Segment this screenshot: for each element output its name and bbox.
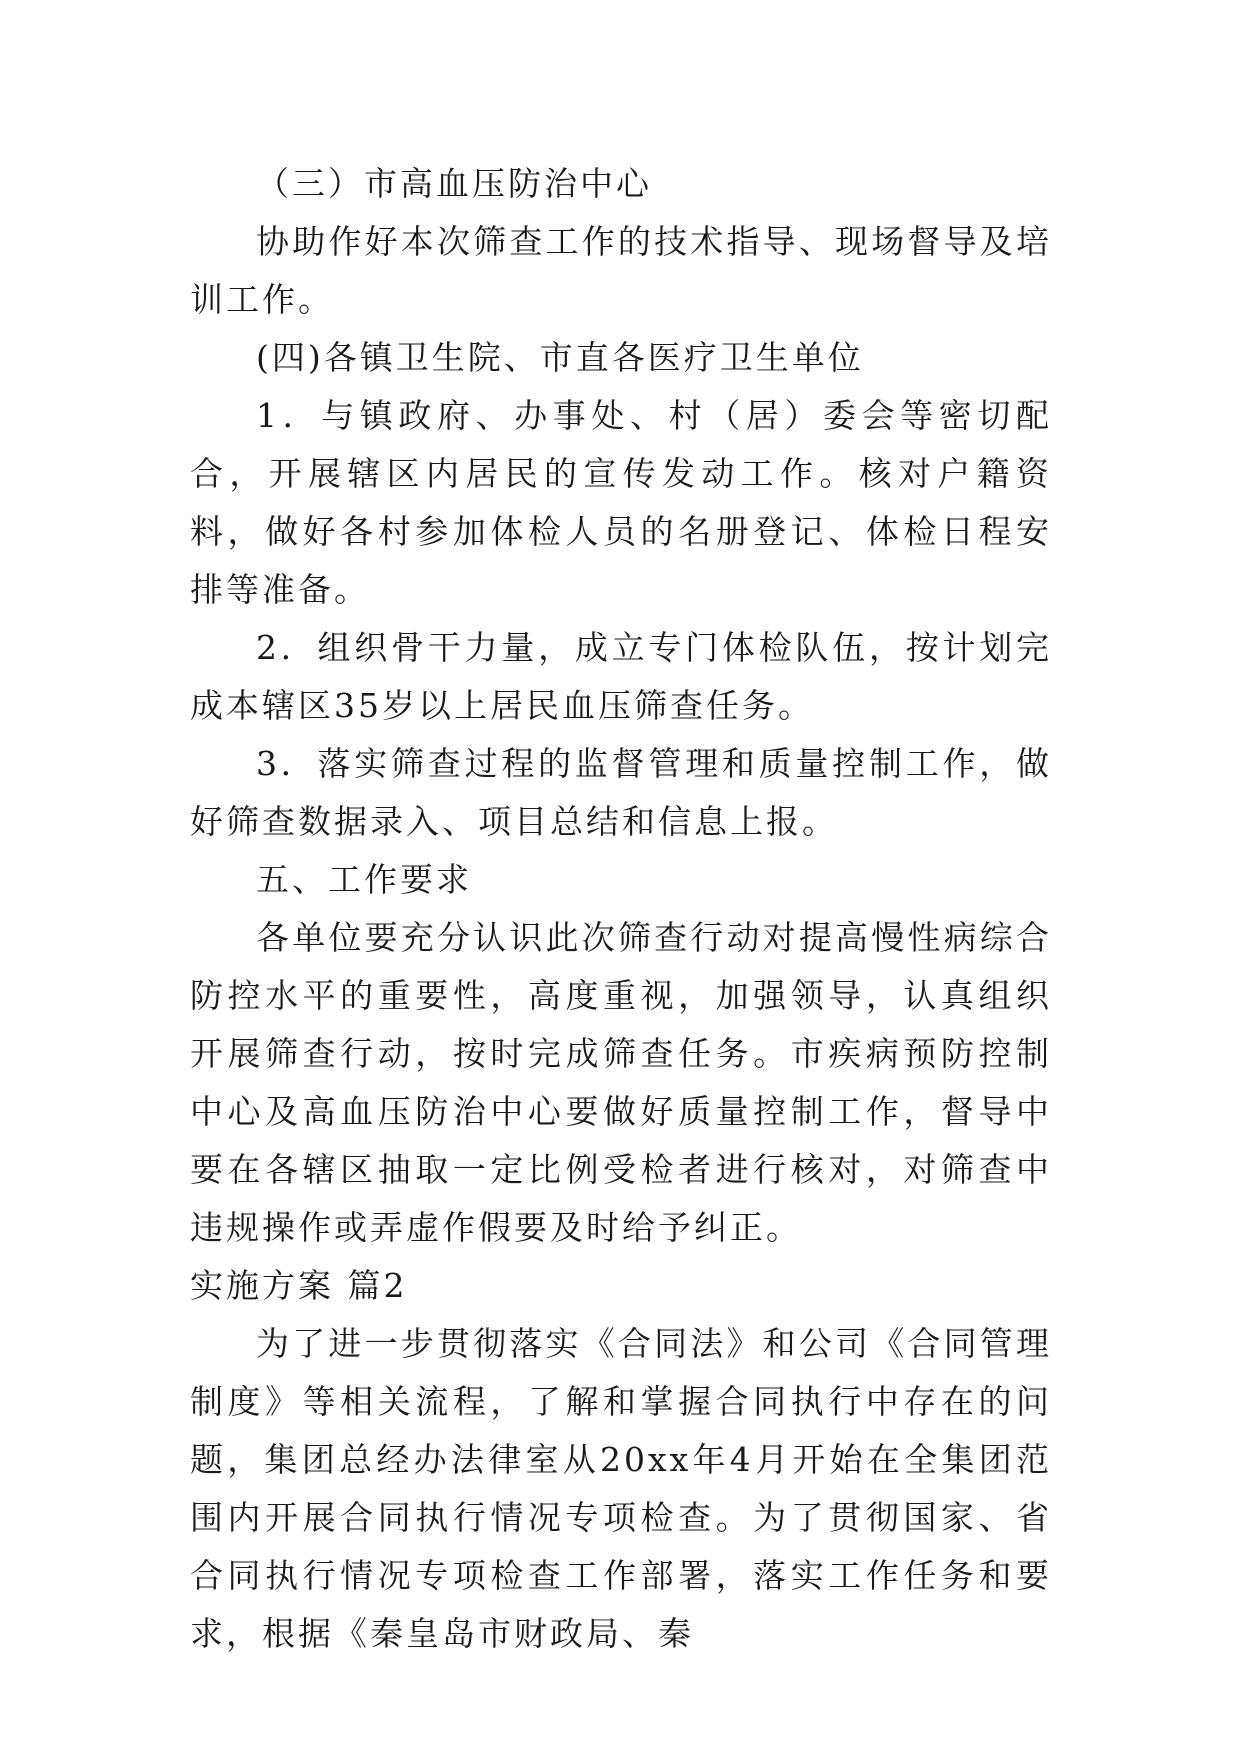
section-heading-work-requirements: 五、工作要求: [256, 860, 472, 899]
list-item-2: 2．组织骨干力量，成立专门体检队伍，按计划完成本辖区35岁以上居民血压筛查任务。: [190, 628, 1052, 725]
section-title-plan-2: 实施方案 篇2: [190, 1266, 408, 1305]
section-heading-hypertension-center: （三）市高血压防治中心: [256, 164, 652, 203]
list-item-3: 3．落实筛查过程的监督管理和质量控制工作，做好筛查数据录入、项目总结和信息上报。: [190, 744, 1052, 841]
list-item-1: 1．与镇政府、办事处、村（居）委会等密切配合，开展辖区内居民的宣传发动工作。核对户籍资料，做好各村参加体检人员的名册登记、体检日程安排等准备。: [190, 396, 1052, 609]
paragraph-contract-inspection: 为了进一步贯彻落实《合同法》和公司《合同管理制度》等相关流程，了解和掌握合同执行中存在的问题，集团总经办法律室从20xx年4月开始在全集团范围内开展合同执行情况专项检查。为了贯彻国家、省合同执行情况专项检查工作部署，落实工作任务和要求，根据《秦皇岛市财政局、秦: [190, 1324, 1052, 1653]
paragraph-technical-guidance: 协助作好本次筛查工作的技术指导、现场督导及培训工作。: [190, 222, 1052, 319]
paragraph-work-requirements: 各单位要充分认识此次筛查行动对提高慢性病综合防控水平的重要性，高度重视，加强领导，认真组织开展筛查行动，按时完成筛查任务。市疾病预防控制中心及高血压防治中心要做好质量控制工作，督导中要在各辖区抽取一定比例受检者进行核对，对筛查中违规操作或弄虚作假要及时给予纠正。: [190, 918, 1052, 1247]
document-body: [190, 155, 1052, 1663]
section-heading-health-units: (四)各镇卫生院、市直各医疗卫生单位: [256, 338, 864, 377]
